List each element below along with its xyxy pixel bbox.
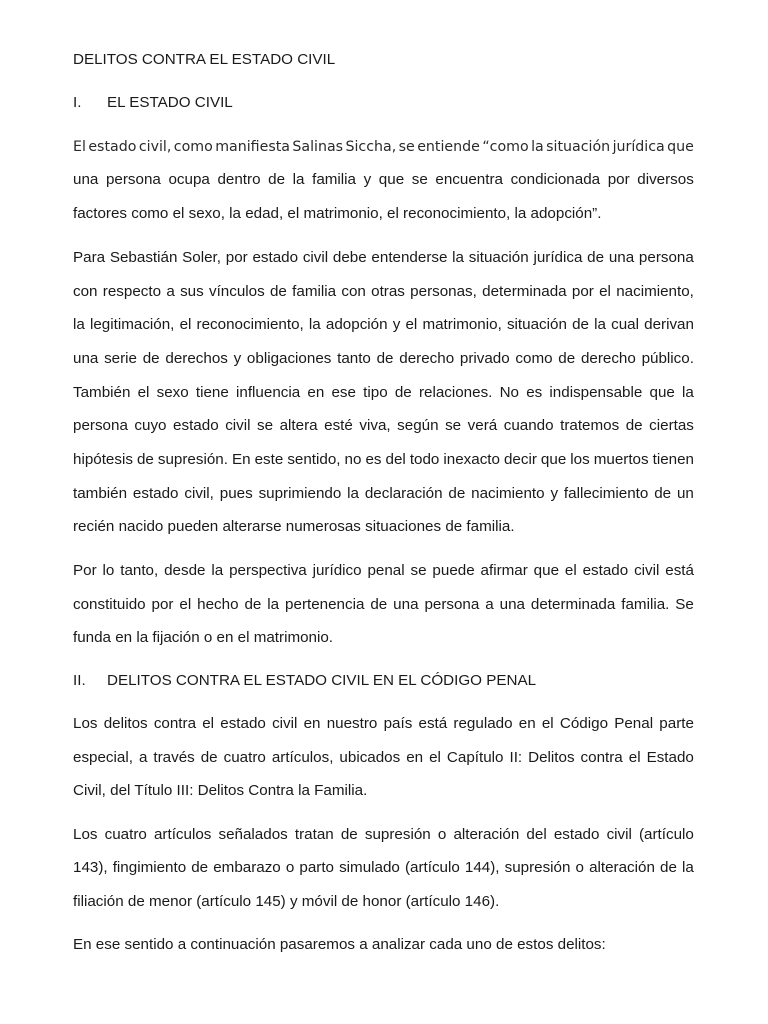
word: estado [88,139,137,155]
word: fallecimiento [563,485,649,502]
word: Delitos [528,749,575,766]
word: una [393,596,419,613]
word: y [550,485,559,502]
section-2-title: DELITOS CONTRA EL ESTADO CIVIL EN EL CÓDIGO PENAL [107,672,537,689]
word: familia [292,283,337,300]
word: No [499,384,519,401]
word: En [231,451,251,468]
word: tienen [652,451,694,468]
word: lo [102,562,115,579]
word: regulado [453,715,513,732]
word: de [572,316,589,333]
word: declaración [364,485,443,502]
paragraph-line: Civil, del Título III: Delitos Contra la Familia. [73,782,368,799]
word: muertos [593,451,649,468]
section-1-title: EL ESTADO CIVIL [107,94,233,111]
word: familia [312,171,356,188]
word: por [571,283,594,300]
word: el [599,283,611,300]
word: que [378,171,405,188]
word: Siccha, [345,139,397,155]
word: respecto [102,283,162,300]
word: través [153,749,195,766]
paragraph-line [73,137,694,157]
word: la [267,596,280,613]
word: derechos [165,350,228,367]
word: privado [459,350,510,367]
section-1-heading [73,93,233,113]
word: por [151,596,174,613]
word: (artículo [639,826,694,843]
word: Los [73,826,98,843]
word: 144), [464,859,500,876]
word: de [200,749,218,766]
paragraph-line: factores como el sexo, la edad, el matrimonio, el reconocimiento, la adopción”. [73,205,602,222]
word: se [411,171,428,188]
word: embarazo [213,859,281,876]
word: país [383,715,413,732]
word: de [142,350,160,367]
word: contra [153,715,197,732]
word: vínculos [208,283,265,300]
word: que [540,451,567,468]
word: encuentra [435,171,503,188]
word: con [73,283,98,300]
word: alteración [589,859,655,876]
word: se [410,562,427,579]
word: penal [367,562,405,579]
word: diversos [637,171,694,188]
word: reconocimiento, [196,316,304,333]
word: inexacto [443,451,500,468]
word: el [564,562,577,579]
word: de [268,171,286,188]
word: como [515,350,553,367]
word: condicionada [510,171,601,188]
word: de [654,485,672,502]
word: todo [409,451,440,468]
word: fingimiento [112,859,187,876]
word: determinada [482,283,567,300]
word: serie [104,350,137,367]
word: y [233,350,242,367]
word: por [225,249,248,266]
word: el [137,384,150,401]
word: tanto, [120,562,159,579]
word: constituido [73,596,146,613]
word: cuatro [104,826,147,843]
word: supresión [364,826,431,843]
word: ese [331,384,356,401]
paragraph-line [73,450,694,470]
word: ocupa [168,171,210,188]
word: Salinas [292,139,344,155]
word: persona [424,596,480,613]
word: Penal [614,715,654,732]
word: hecho [197,596,239,613]
word: cual [611,316,639,333]
word: artículos [153,826,212,843]
paragraph-line [73,748,694,768]
word: ubicados [339,749,401,766]
word: estado [220,715,266,732]
word: una [73,171,99,188]
paragraph-line: filiación de menor (artículo 145) y móvil de honor (artículo 146). [73,893,500,910]
word: que [533,562,560,579]
paragraph-line [73,825,694,845]
word: influencia [236,384,301,401]
word: también [73,485,128,502]
paragraph-line [73,315,694,335]
word: Capítulo [446,749,504,766]
word: de [394,384,412,401]
word: simulado [339,859,400,876]
paragraph-line [73,561,694,581]
word: en [406,749,424,766]
word: el [179,596,192,613]
word: el [202,715,215,732]
word: es [526,384,543,401]
word: Soler, [182,249,221,266]
word: legitimación, [89,316,175,333]
word: 143), [73,859,108,876]
word: nuestro [326,715,378,732]
word: se [398,139,415,155]
word: sentido, [287,451,341,468]
word: como [173,139,213,155]
word: o [437,826,447,843]
word: También [73,384,131,401]
word: y [392,316,401,333]
word: delitos [103,715,148,732]
paragraph-line: En ese sentido a continuación pasaremos a analizar cada uno de estos delitos: [73,936,606,953]
word: de [448,485,466,502]
word: tiene [195,384,229,401]
word: que [649,384,675,401]
paragraph-line [73,416,694,436]
paragraph-line [73,714,694,734]
word: civil [272,715,298,732]
word: tratemos [560,417,620,434]
word: el [179,316,192,333]
word: altera [279,417,318,434]
word: la [452,249,464,266]
word: tanto [337,350,371,367]
word: viva, [359,417,391,434]
word: tratan [294,826,334,843]
word: adopción [325,316,388,333]
word: sexo [156,384,189,401]
word: especial, [73,749,133,766]
word: persona [73,417,128,434]
word: Por [73,562,97,579]
word: se [445,417,462,434]
word: y [363,171,372,188]
word: nacimiento, [616,283,694,300]
document-title: DELITOS CONTRA EL ESTADO CIVIL [73,51,336,68]
word: situación [506,316,567,333]
word: la [681,859,694,876]
word: afirmar [480,562,528,579]
word: II: [509,749,523,766]
word: situación [546,139,611,155]
word: los [570,451,590,468]
word: el [628,749,641,766]
word: de [191,859,209,876]
word: entenderse [371,249,448,266]
word: contra [580,749,623,766]
word: estado [132,485,179,502]
paragraph-line: funda en la fijación o en el matrimonio. [73,629,334,646]
word: puede [432,562,475,579]
word: se [257,417,274,434]
word: ciertas [649,417,694,434]
word: la [682,384,694,401]
word: de [587,249,605,266]
word: de [340,826,358,843]
section-1-number: I. [73,94,82,111]
word: hipótesis [73,451,133,468]
paragraph-line [73,248,694,268]
word: estado [582,562,629,579]
word: de [376,350,394,367]
word: de [244,596,262,613]
word: perspectiva [229,562,307,579]
word: verá [467,417,498,434]
word: en [307,384,325,401]
paragraph-line [73,484,694,504]
word: estado [252,249,299,266]
word: indispensable [549,384,643,401]
word: la [594,316,606,333]
word: Código [559,715,609,732]
word: persona [638,249,694,266]
section-2-heading [73,671,536,691]
word: que [667,139,694,155]
word: civil [225,417,251,434]
word: dentro [217,171,261,188]
word: derecho [399,350,455,367]
word: el [429,749,441,766]
paragraph-line [73,595,694,615]
word: está [665,562,694,579]
word: personas, [410,283,477,300]
word: civil [634,562,660,579]
word: artículos, [271,749,334,766]
word: jurídica [533,249,583,266]
word: sus [180,283,204,300]
word: a [138,749,148,766]
word: a [485,596,494,613]
word: una [73,350,99,367]
word: o [575,859,584,876]
word: jurídica [612,139,665,155]
word: civil [302,249,329,266]
word: la [211,562,224,579]
word: situación [468,249,529,266]
word: suprimiendo [258,485,342,502]
word: cuyo [134,417,167,434]
word: de [625,417,643,434]
word: El [73,139,86,155]
word: derivan [644,316,694,333]
word: señalados [218,826,288,843]
word: de [136,451,154,468]
word: esté [324,417,353,434]
word: debe [332,249,367,266]
word: es [365,451,382,468]
word: decir [503,451,537,468]
word: supresión. [157,451,228,468]
word: “como [482,139,529,155]
word: obligaciones [246,350,332,367]
word: por [607,171,630,188]
word: la [347,485,359,502]
paragraph-line [73,383,694,403]
word: parte [659,715,694,732]
word: persona [105,171,161,188]
word: desde [164,562,206,579]
word: la [531,139,544,155]
word: de [558,350,576,367]
word: Sebastián [109,249,178,266]
word: determinada [530,596,616,613]
word: Para [73,249,106,266]
word: nacimiento [471,485,545,502]
word: cuando [503,417,554,434]
word: civil [606,826,632,843]
word: público. [641,350,694,367]
word: familia. [621,596,670,613]
word: otras [371,283,405,300]
word: matrimonio, [422,316,502,333]
word: Estado [646,749,694,766]
word: de [269,283,287,300]
word: a [166,283,175,300]
word: pertenencia [285,596,365,613]
word: o [285,859,295,876]
word: la [292,171,305,188]
word: la [73,316,85,333]
word: civil, [138,139,172,155]
word: del [385,451,406,468]
word: no [344,451,362,468]
word: la [308,316,321,333]
word: de [370,596,388,613]
section-2-number: II. [73,672,86,689]
word: en [303,715,321,732]
word: está [418,715,448,732]
word: según [397,417,439,434]
word: en [518,715,536,732]
paragraph-line: recién nacido pueden alterarse numerosas situaciones de familia. [73,518,515,535]
word: una [499,596,525,613]
word: supresión [504,859,571,876]
word: de [660,859,677,876]
word: estado [173,417,219,434]
word: estado [553,826,600,843]
word: parto [299,859,334,876]
word: jurídico [312,562,362,579]
word: alteración [453,826,520,843]
word: del [526,826,547,843]
word: el [541,715,554,732]
word: civil, [184,485,214,502]
word: entiende [417,139,480,155]
paragraph-line [73,170,694,190]
word: derecho [580,350,636,367]
word: Se [675,596,694,613]
word: pues [219,485,253,502]
word: este [254,451,284,468]
paragraph-line [73,858,694,878]
word: relaciones. [418,384,493,401]
word: cuatro [223,749,266,766]
word: el [405,316,418,333]
paragraph-line [73,349,694,369]
word: con [341,283,366,300]
word: un [676,485,694,502]
word: una [608,249,635,266]
word: (artículo [404,859,460,876]
paragraph-line [73,282,694,302]
word: tipo [363,384,388,401]
word: Los [73,715,98,732]
word: manifiesta [215,139,290,155]
